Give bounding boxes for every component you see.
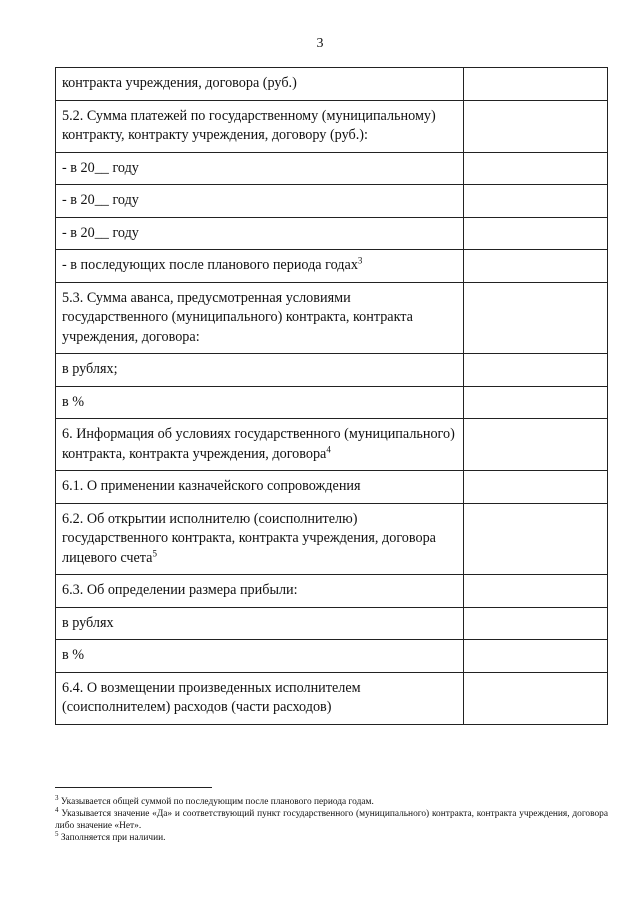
footnote-mark: 3 [55, 793, 59, 802]
row-label: в рублях [62, 614, 114, 631]
row-label: контракта учреждения, договора (руб.) [62, 75, 297, 91]
footnote [55, 829, 608, 844]
footnote-text: Указывается общей суммой по последующим после планового периода годам. [60, 797, 374, 807]
row-label-cell [56, 354, 464, 387]
footnote-divider [55, 787, 212, 788]
row-value-cell [464, 607, 608, 640]
footnote-reference: 4 [326, 443, 331, 454]
row-label-cell [56, 217, 464, 250]
footnote-reference: 3 [357, 255, 363, 266]
footnote [55, 793, 608, 808]
table-row [56, 282, 608, 354]
table-row [56, 575, 608, 608]
table-row [56, 640, 608, 673]
table-row [56, 217, 608, 250]
footnote-text: Указывается значение «Да» и соответствующий пункт государственного (муниципального) контракта, контракта учреждения, договора либо значение «Нет». [55, 809, 609, 831]
row-label-cell [56, 640, 464, 673]
footnotes [55, 793, 609, 844]
row-label: 5.2. Сумма платежей по государственному (муниципальному) контракту, контракту учреждения, договору (руб.): [62, 107, 436, 143]
row-label-cell [56, 419, 464, 471]
row-label-cell [56, 185, 464, 218]
footnote [55, 805, 609, 832]
table-row [56, 672, 608, 724]
form-table [55, 67, 608, 725]
row-label: - в 20__ году [62, 159, 139, 176]
row-value-cell [464, 152, 608, 185]
footnote-reference: 5 [152, 547, 157, 558]
row-label-cell [56, 68, 464, 101]
row-label: 6.3. Об определении размера прибыли: [62, 582, 298, 598]
row-label-cell [56, 100, 464, 152]
row-label: 5.3. Сумма аванса, предусмотренная условиями государственного (муниципального) контракта, контракта учреждения, договора: [62, 289, 413, 345]
row-value-cell [464, 471, 608, 504]
row-value-cell [464, 217, 608, 250]
table-row [56, 471, 608, 504]
row-label-cell [56, 152, 464, 185]
row-label-cell [56, 672, 464, 724]
row-label: 6. Информация об условиях государственного (муниципального) контракта, контракта учреждения, договора [62, 426, 455, 462]
row-label-cell [56, 471, 464, 504]
table-body [56, 68, 608, 725]
footnote-mark: 4 [55, 805, 59, 814]
row-label: 6.1. О применении казначейского сопровождения [62, 478, 361, 494]
table-row [56, 354, 608, 387]
row-value-cell [464, 282, 608, 354]
row-label: в рублях; [62, 361, 118, 377]
table-row [56, 250, 608, 283]
table-row [56, 607, 608, 640]
row-value-cell [464, 68, 608, 101]
row-value-cell [464, 354, 608, 387]
row-value-cell [464, 419, 608, 471]
page-number: 3 [316, 36, 324, 51]
table-row [56, 185, 608, 218]
footnote-text: Заполняется при наличии. [60, 833, 166, 843]
row-value-cell [464, 640, 608, 673]
row-label: в % [62, 393, 85, 410]
row-label-cell [56, 503, 464, 575]
row-value-cell [464, 386, 608, 419]
row-label: - в 20__ году [62, 192, 139, 208]
row-value-cell [464, 503, 608, 575]
row-value-cell [464, 185, 608, 218]
row-value-cell [464, 575, 608, 608]
footnote-mark: 5 [55, 829, 59, 838]
row-label-cell [56, 386, 464, 419]
row-label-cell [56, 250, 464, 283]
row-label: - в последующих после планового периода годах [62, 257, 358, 273]
row-label: в % [62, 647, 85, 663]
row-label: - в 20__ году [62, 224, 139, 241]
table-row [56, 152, 608, 185]
row-label-cell [56, 575, 464, 608]
table-row [56, 419, 608, 471]
row-label: 6.2. Об открытии исполнителю (соисполнителю) государственного контракта, контракта учреждения, договора лицевого счета [62, 510, 436, 566]
row-label-cell [56, 607, 464, 640]
table-row [56, 100, 608, 152]
row-value-cell [464, 250, 608, 283]
row-value-cell [464, 100, 608, 152]
row-value-cell [464, 672, 608, 724]
table-row [56, 386, 608, 419]
row-label-cell [56, 282, 464, 354]
table-row [56, 68, 608, 101]
row-label: 6.4. О возмещении произведенных исполнителем (соисполнителем) расходов (части расходов) [62, 679, 361, 715]
table-row [56, 503, 608, 575]
